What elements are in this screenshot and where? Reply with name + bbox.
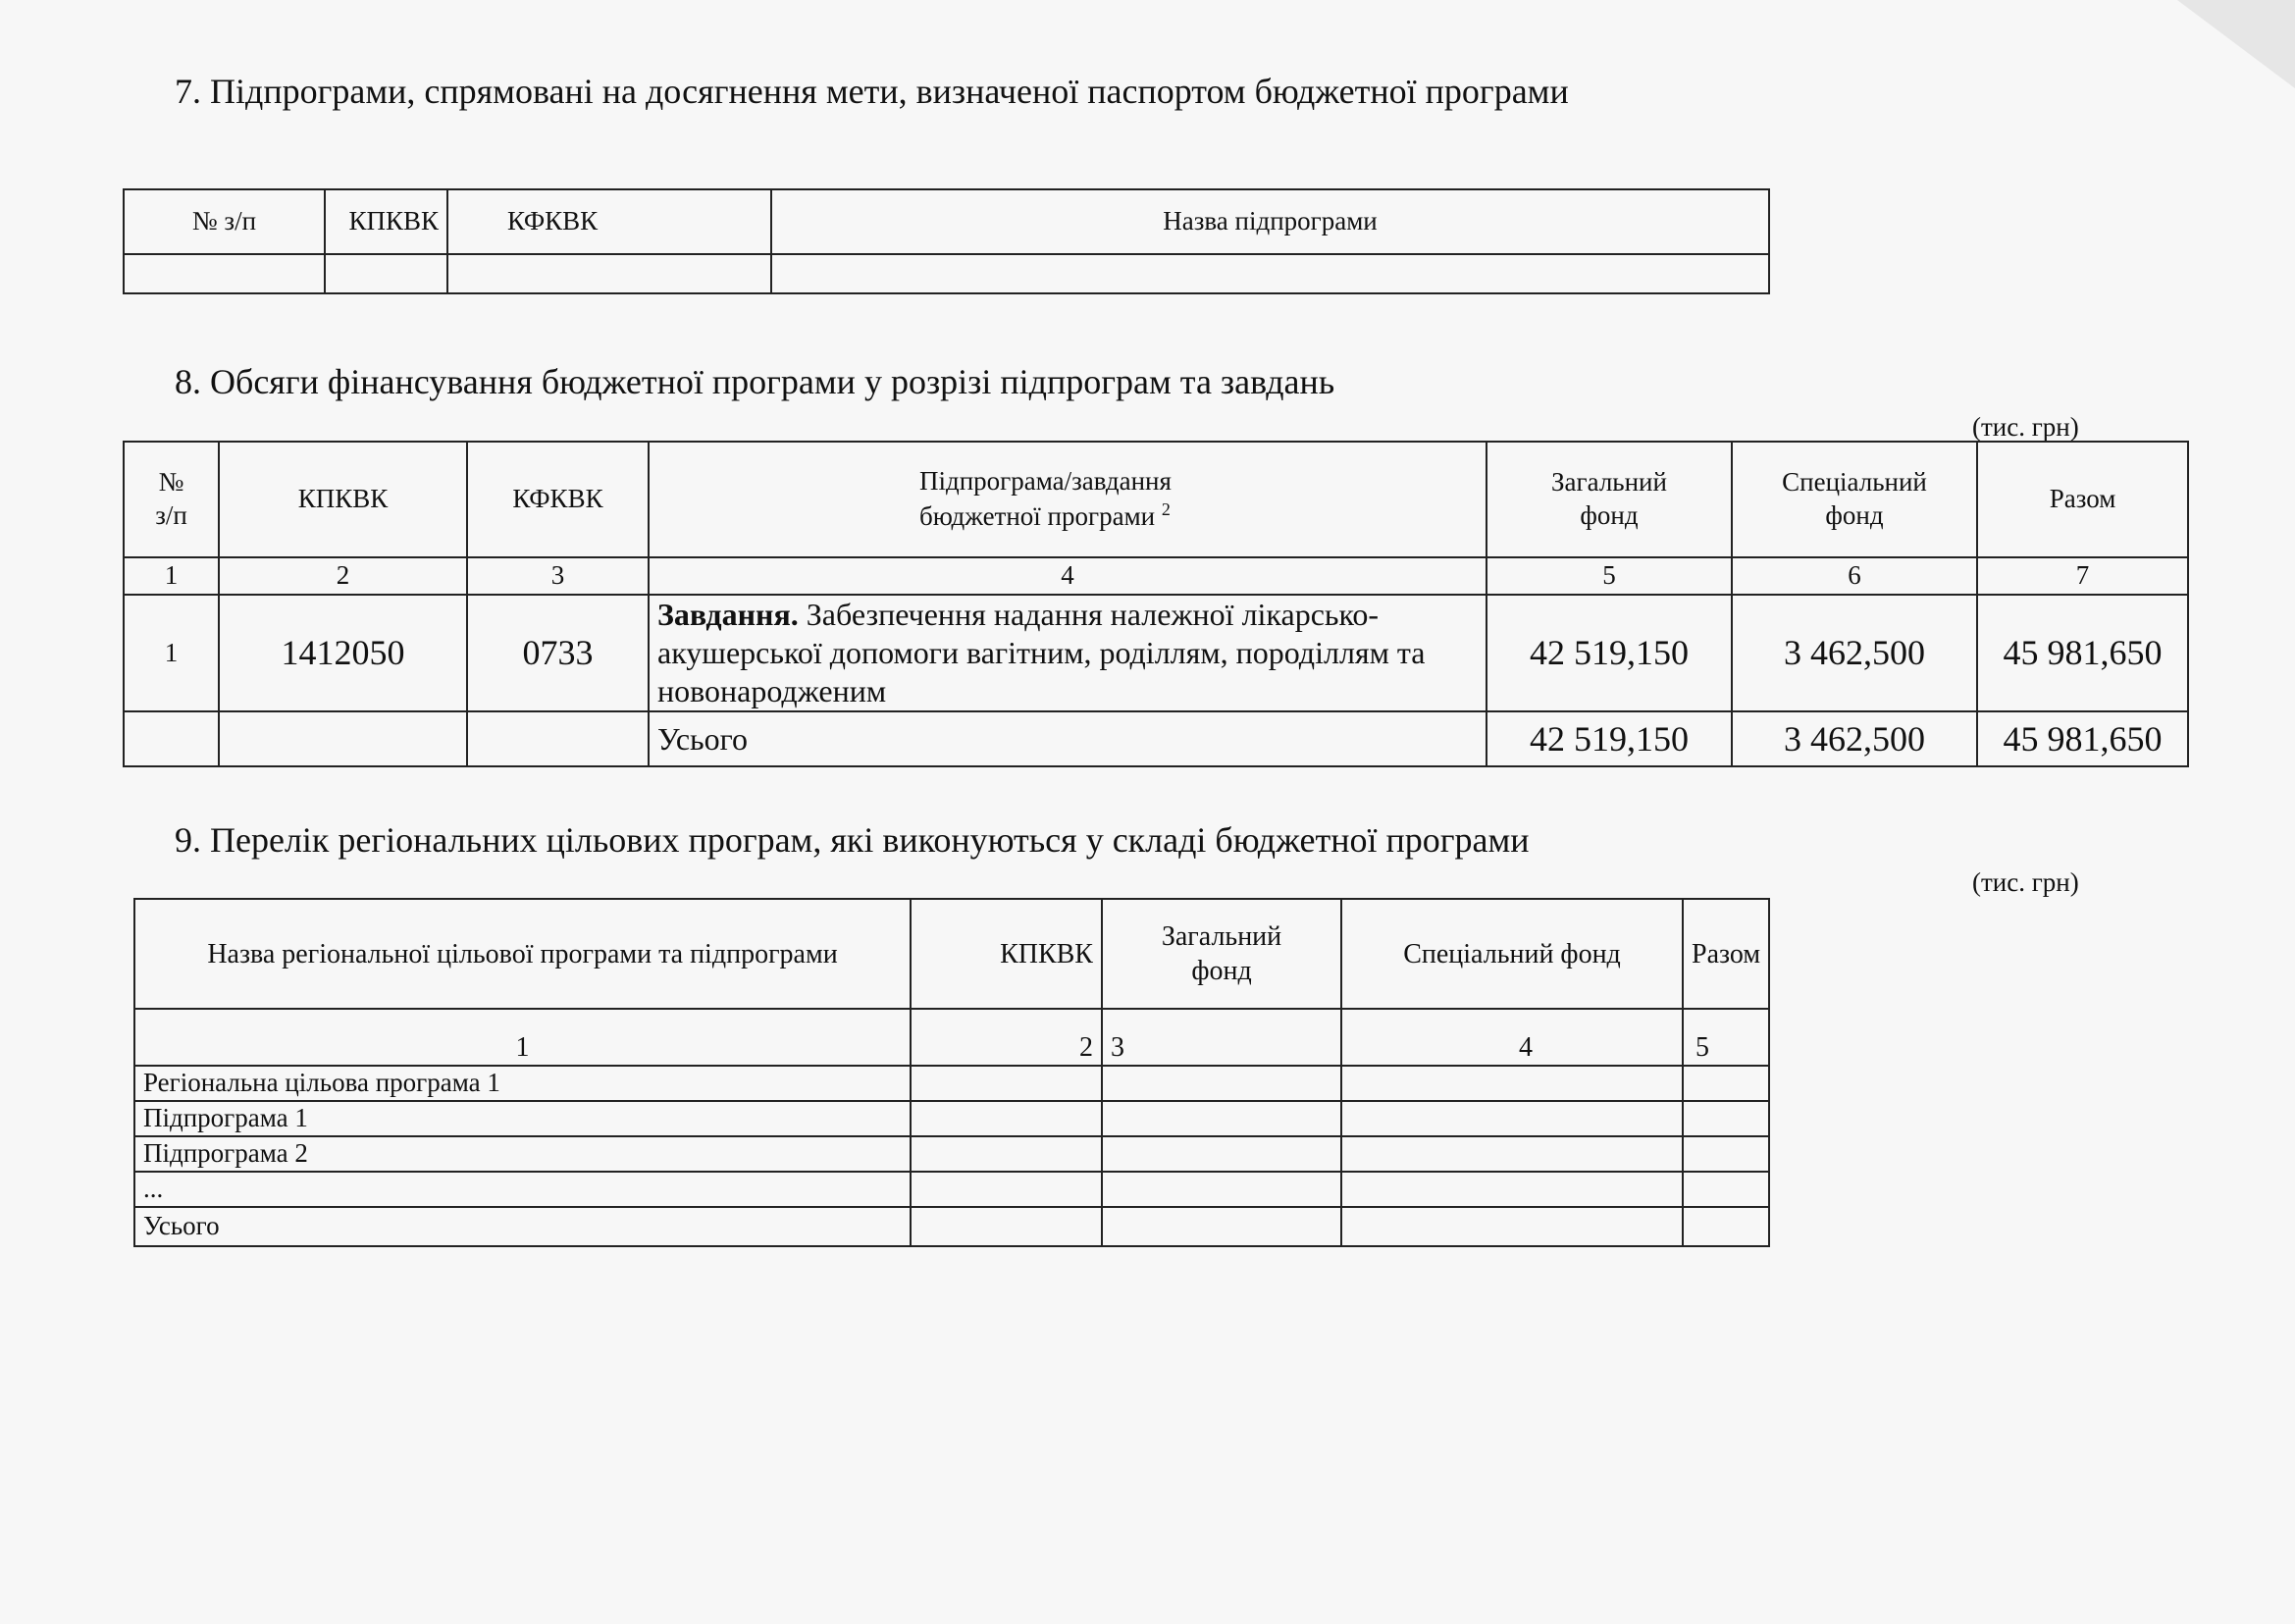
header-general-fund: Загальний фонд xyxy=(1102,899,1341,1009)
table-row xyxy=(134,1101,1769,1136)
total-row xyxy=(134,1207,1769,1246)
column-number: 5 xyxy=(1683,1009,1769,1066)
row-n: 1 xyxy=(124,595,219,711)
section-8-heading: 8. Обсяги фінансування бюджетної програми у розрізі підпрограм та завдань xyxy=(175,362,1335,401)
column-number: 2 xyxy=(219,557,467,595)
empty-cell xyxy=(911,1207,1102,1246)
header-subprogram-name: Назва підпрограми xyxy=(771,189,1769,254)
empty-cell xyxy=(124,711,219,766)
column-number: 4 xyxy=(649,557,1487,595)
section-9-unit: (тис. грн) xyxy=(1972,867,2079,897)
row-kpkvk: 1412050 xyxy=(219,595,467,711)
section-8-unit: (тис. грн) xyxy=(1972,412,2079,442)
header-task: Підпрограма/завдання бюджетної програми $^2$ xyxy=(649,442,1487,557)
total-special-fund: 3 462,500 xyxy=(1732,711,1977,766)
empty-cell xyxy=(325,254,447,293)
empty-cell xyxy=(1341,1207,1683,1246)
column-number: 1 xyxy=(134,1009,911,1066)
section-7-heading: 7. Підпрограми, спрямовані на досягнення мети, визначеної паспортом бюджетної програми xyxy=(175,72,1569,111)
empty-cell xyxy=(1102,1101,1341,1136)
header-kpkvk: КПКВК xyxy=(325,189,447,254)
empty-cell xyxy=(1683,1136,1769,1172)
row-general-fund: 42 519,150 xyxy=(1487,595,1732,711)
empty-cell xyxy=(124,254,325,293)
empty-cell xyxy=(447,254,771,293)
header-program-name: Назва регіональної цільової програми та підпрограми xyxy=(134,899,911,1009)
empty-cell xyxy=(911,1172,1102,1207)
header-special-fund: Спеціальний фонд xyxy=(1341,899,1683,1009)
regional-program-row: Регіональна цільова програма 1 xyxy=(134,1066,911,1101)
row-task: Завдання. Забезпечення надання належної лікарсько-акушерської допомоги вагітним, роділлям, породіллям та новонародженим xyxy=(649,595,1487,711)
empty-cell xyxy=(1683,1172,1769,1207)
subprogram-row: Підпрограма 2 xyxy=(134,1136,911,1172)
subprograms-table xyxy=(123,188,1770,294)
header-n: № з/п xyxy=(124,189,325,254)
empty-cell xyxy=(467,711,649,766)
column-number: 3 xyxy=(1102,1009,1341,1066)
empty-cell xyxy=(1683,1066,1769,1101)
total-label: Усього xyxy=(134,1207,911,1246)
header-kpkvk: КПКВК xyxy=(219,442,467,557)
row-kfkvk: 0733 xyxy=(467,595,649,711)
empty-cell xyxy=(1102,1207,1341,1246)
table-row xyxy=(134,1172,1769,1207)
column-number: 6 xyxy=(1732,557,1977,595)
financing-table xyxy=(123,441,2189,767)
column-number: 1 xyxy=(124,557,219,595)
ellipsis-row: ... xyxy=(134,1172,911,1207)
table-row xyxy=(134,1066,1769,1101)
table-row xyxy=(134,1136,1769,1172)
header-total: Разом xyxy=(1977,442,2188,557)
empty-cell xyxy=(1341,1172,1683,1207)
empty-cell xyxy=(1102,1066,1341,1101)
empty-cell xyxy=(1341,1101,1683,1136)
total-row xyxy=(124,711,2188,766)
section-9-heading: 9. Перелік регіональних цільових програм, які виконуються у складі бюджетної програми xyxy=(175,820,1530,860)
empty-cell xyxy=(1102,1136,1341,1172)
column-number: 3 xyxy=(467,557,649,595)
empty-cell xyxy=(1683,1207,1769,1246)
empty-cell xyxy=(1341,1136,1683,1172)
header-kfkvk: КФКВК xyxy=(467,442,649,557)
empty-cell xyxy=(911,1066,1102,1101)
empty-cell xyxy=(911,1136,1102,1172)
empty-cell xyxy=(1102,1172,1341,1207)
regional-programs-table xyxy=(133,898,1770,1247)
empty-cell xyxy=(911,1101,1102,1136)
header-n: № з/п xyxy=(124,442,219,557)
empty-cell xyxy=(1341,1066,1683,1101)
total-total: 45 981,650 xyxy=(1977,711,2188,766)
row-special-fund: 3 462,500 xyxy=(1732,595,1977,711)
empty-cell xyxy=(771,254,1769,293)
column-number: 4 xyxy=(1341,1009,1683,1066)
total-label: Усього xyxy=(649,711,1487,766)
table-row xyxy=(124,595,2188,711)
empty-cell xyxy=(219,711,467,766)
column-number: 7 xyxy=(1977,557,2188,595)
header-kpkvk: КПКВК xyxy=(911,899,1102,1009)
subprogram-row: Підпрограма 1 xyxy=(134,1101,911,1136)
header-kfkvk: КФКВК xyxy=(447,189,771,254)
row-total: 45 981,650 xyxy=(1977,595,2188,711)
total-general-fund: 42 519,150 xyxy=(1487,711,1732,766)
column-number: 2 xyxy=(911,1009,1102,1066)
empty-cell xyxy=(1683,1101,1769,1136)
column-number: 5 xyxy=(1487,557,1732,595)
page-corner-fold xyxy=(2177,0,2295,88)
header-special-fund: Спеціальний фонд xyxy=(1732,442,1977,557)
header-total: Разом xyxy=(1683,899,1769,1009)
header-general-fund: Загальний фонд xyxy=(1487,442,1732,557)
